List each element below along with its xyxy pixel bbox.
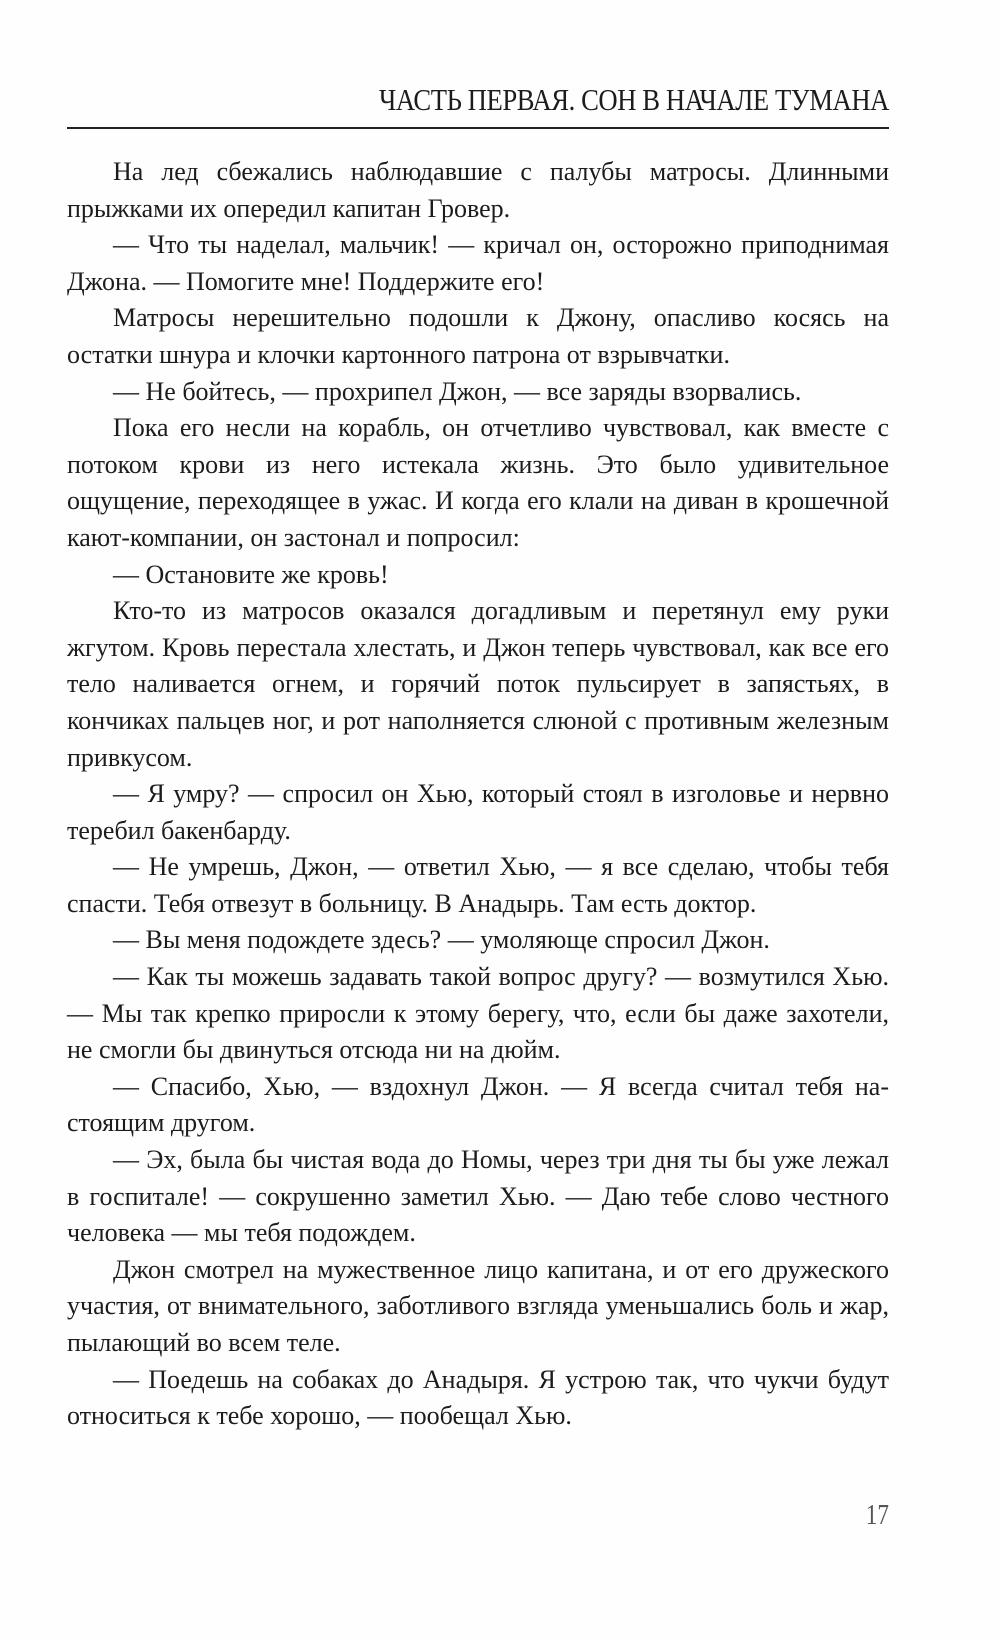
paragraph: — Спасибо, Хью, — вздохнул Джон. — Я всегда считал тебя настоящим другом. <box>67 1071 889 1138</box>
paragraph: — Остановите же кровь! <box>113 559 389 589</box>
paragraph: Матросы нерешительно подошли к Джону, опасливо косясь на остатки шнура и клочки картонного патрона от взрывчатки. <box>67 303 889 369</box>
paragraph: Джон смотрел на мужественное лицо капитана, и от его дружеского участия, от внимательного, заботливого взгляда уменьшались боль и жар, пылающий во всем теле. <box>67 1254 889 1357</box>
body-text <box>67 154 889 1435</box>
paragraph: — Я умру? — спросил он Хью, который стоял в изголовье и нервно теребил бакенбарду. <box>67 779 889 845</box>
paragraph: Кто-то из матросов оказался догадливым и перетянул ему руки жгутом. Кровь перестала хлестать, и Джон теперь чувствовал, как все его тело наливается огнем, и горячий поток пульсирует в запястьях, в кончиках пальцев ног, и рот наполняется слюной с противным железным привкусом. <box>67 596 889 772</box>
paragraph: — Не умрешь, Джон, — ответил Хью, — я все сделаю, чтобы тебя спасти. Тебя отвезут в больницу. В Анадырь. Там есть доктор. <box>67 852 889 918</box>
paragraph: — Не бойтесь, — прохрипел Джон, — все заряды взорвались. <box>113 376 802 406</box>
header-rule <box>67 127 889 129</box>
paragraph: — Что ты наделал, мальчик! — кричал он, осторожно приподнимая Джона. — Помогите мне! Поддержите его! <box>67 230 889 296</box>
paragraph: — Вы меня подождете здесь? — умоляюще спросил Джон. <box>113 925 770 955</box>
running-head: ЧАСТЬ ПЕРВАЯ. СОН В НАЧАЛЕ ТУМАНА <box>378 82 889 117</box>
page-number: 17 <box>865 1499 889 1531</box>
paragraph: — Поедешь на собаках до Анадыря. Я устрою так, что чукчи будут относиться к тебе хорошо, — пообещал Хью. <box>67 1364 889 1431</box>
paragraph: — Как ты можешь задавать такой вопрос другу? — возмутился Хью. — Мы так крепко приросли к этому берегу, что, если бы даже захотели, не смогли бы двинуться отсюда ни на дюйм. <box>67 962 889 1065</box>
paragraph: На лед сбежались наблюдавшие с палубы матросы. Длинными прыжками их опередил капитан Гровер. <box>67 157 889 223</box>
paragraph: — Эх, была бы чистая вода до Номы, через три дня ты бы уже лежал в госпитале! — сокрушенно заметил Хью. — Даю тебе слово честного человека — мы тебя подождем. <box>67 1145 889 1248</box>
paragraph: Пока его несли на корабль, он отчетливо чувствовал, как вместе с потоком крови из него истекала жизнь. Это было удивительное ощущение, переходящее в ужас. И когда его клали на диван в крошечной кают-компании, он застонал и попросил: <box>67 413 889 552</box>
